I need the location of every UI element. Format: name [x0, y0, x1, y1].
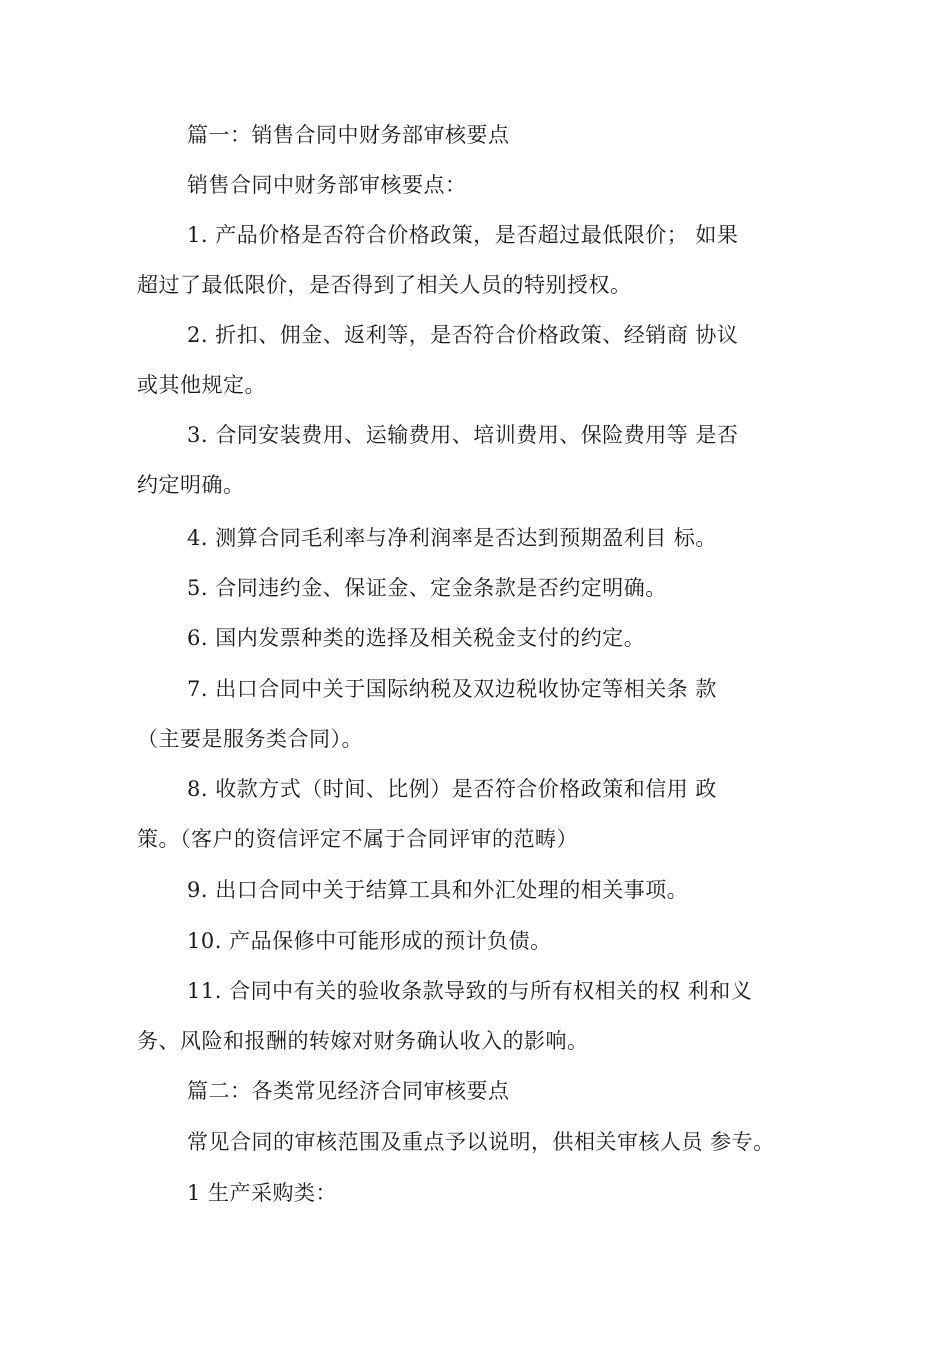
- section-1-subheading: 销售合同中财务部审核要点：: [187, 173, 467, 197]
- item-2-line-1: 2. 折扣、佣金、返利等，是否符合价格政策、经销商 协议: [187, 323, 739, 347]
- item-3-line-1: 3. 合同安装费用、运输费用、培训费用、保险费用等 是否: [187, 423, 739, 447]
- item-10: 10. 产品保修中可能形成的预计负债。: [187, 929, 552, 953]
- item-1-line-2: 超过了最低限价，是否得到了相关人员的特别授权。: [137, 273, 632, 297]
- category-1-heading: 1 生产采购类：: [187, 1181, 338, 1205]
- item-7-line-2: （主要是服务类合同）。: [137, 727, 363, 751]
- item-3-line-2: 约定明确。: [137, 473, 245, 497]
- item-11-line-1: 11. 合同中有关的验收条款导致的与所有权相关的权 利和义: [187, 979, 753, 1003]
- item-7-line-1: 7. 出口合同中关于国际纳税及双边税收协定等相关条 款: [187, 677, 717, 701]
- section-1-heading: 篇一：销售合同中财务部审核要点: [187, 123, 510, 147]
- item-11-line-2: 务、风险和报酬的转嫁对财务确认收入的影响。: [137, 1029, 589, 1053]
- item-2-line-2: 或其他规定。: [137, 373, 266, 397]
- section-2-intro: 常见合同的审核范围及重点予以说明，供相关审核人员 参专。: [187, 1130, 775, 1154]
- item-9: 9. 出口合同中关于结算工具和外汇处理的相关事项。: [187, 878, 689, 902]
- item-1-line-1: 1. 产品价格是否符合价格政策，是否超过最低限价； 如果: [187, 223, 739, 247]
- item-6: 6. 国内发票种类的选择及相关税金支付的约定。: [187, 626, 646, 650]
- item-8-line-2: 策。（客户的资信评定不属于合同评审的范畴）: [137, 827, 578, 851]
- item-5: 5. 合同违约金、保证金、定金条款是否约定明确。: [187, 576, 667, 600]
- item-4: 4. 测算合同毛利率与净利润率是否达到预期盈利目 标。: [187, 526, 717, 550]
- section-2-heading: 篇二：各类常见经济合同审核要点: [187, 1079, 510, 1103]
- item-8-line-1: 8. 收款方式（时间、比例）是否符合价格政策和信用 政: [187, 777, 717, 801]
